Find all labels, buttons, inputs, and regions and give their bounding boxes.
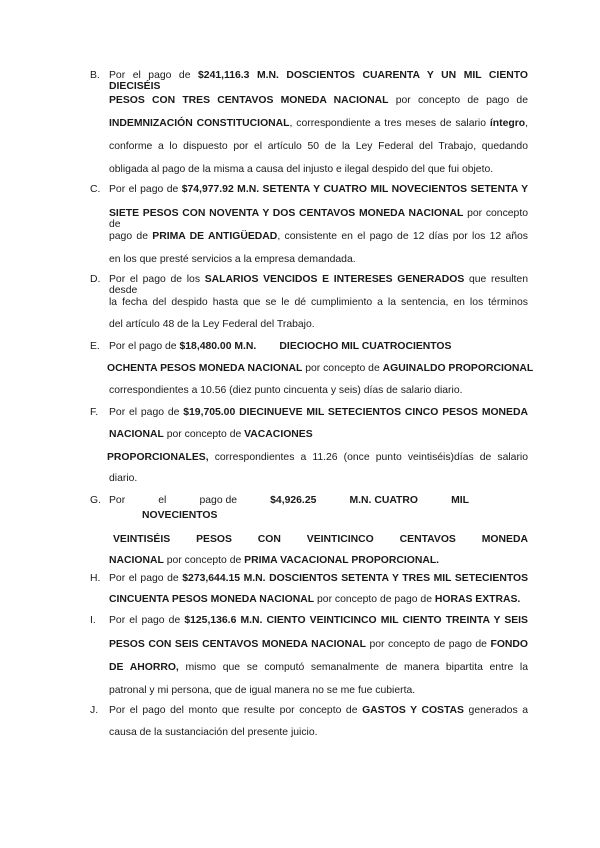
item-marker: E. [90,341,100,352]
text-line: en los que presté servicios a la empresa demandada. [109,254,356,265]
text-line: NACIONAL por concepto de PRIMA VACACIONAL PROPORCIONAL. [109,555,440,566]
text-line: INDEMNIZACIÓN CONSTITUCIONAL, correspondiente a tres meses de salario íntegro, [109,118,528,129]
item-marker: D. [90,274,101,285]
text-line: PESOS CON TRES CENTAVOS MONEDA NACIONAL por concepto de pago de [109,95,528,106]
text-line: PESOS CON SEIS CENTAVOS MONEDA NACIONAL por concepto de pago de FONDO [109,639,528,650]
text-line: diario. [109,473,138,484]
item-marker: J. [90,705,99,716]
item-marker: H. [90,573,101,584]
text-line: Por el pago de los SALARIOS VENCIDOS E INTERESES GENERADOS que resulten desde [109,274,528,296]
text-line: causa de la sustanciación del presente juicio. [109,727,318,738]
text-line: Por el pago de $74,977.92 M.N. SETENTA Y CUATRO MIL NOVECIENTOS SETENTA Y [109,184,528,195]
text-line: Por el pago de $4,926.25 M.N. CUATRO MIL [109,495,469,506]
text-line: correspondientes a 10.56 (diez punto cincuenta y seis) días de salario diario. [109,385,463,396]
text-line: conforme a lo dispuesto por el artículo 50 de la Ley Federal del Trabajo, quedando [109,141,528,152]
text-line: Por el pago del monto que resulte por concepto de GASTOS Y COSTAS generados a [109,705,528,716]
item-marker: I. [90,615,96,626]
text-line: SIETE PESOS CON NOVENTA Y DOS CENTAVOS MONEDA NACIONAL por concepto de [109,208,529,230]
text-line: OCHENTA PESOS MONEDA NACIONAL por concepto de AGUINALDO PROPORCIONAL [107,363,534,374]
item-marker: F. [90,407,99,418]
text-line: DE AHORRO, mismo que se computó semanalmente de manera bipartita entre la [109,662,528,673]
text-line: PROPORCIONALES, correspondientes a 11.26 (once punto veintiséis)días de salario [107,452,528,463]
text-line: Por el pago de $18,480.00 M.N. DIECIOCHO MIL CUATROCIENTOS [109,341,452,352]
text-line: Por el pago de $19,705.00 DIECINUEVE MIL SETECIENTOS CINCO PESOS MONEDA [109,407,528,418]
text-line: Por el pago de $273,644.15 M.N. DOSCIENTOS SETENTA Y TRES MIL SETECIENTOS [109,573,529,584]
text-line: obligada al pago de la misma a causa del injusto e ilegal despido del que fui objeto. [109,164,494,175]
item-marker: B. [90,70,100,81]
text-line: del artículo 48 de la Ley Federal del Trabajo. [109,319,315,330]
text-line: NOVECIENTOS [142,510,218,521]
item-marker: C. [90,184,101,195]
text-line: CINCUENTA PESOS MONEDA NACIONAL por concepto de pago de HORAS EXTRAS. [109,594,521,605]
text-line: patronal y mi persona, que de igual manera no se me fue cubierta. [109,685,416,696]
item-marker: G. [90,495,101,506]
text-line: VEINTISÉIS PESOS CON VEINTICINCO CENTAVOS MONEDA [113,534,528,545]
text-line: Por el pago de $241,116.3 M.N. DOSCIENTOS CUARENTA Y UN MIL CIENTO DIECISÉIS [109,70,528,92]
text-line: la fecha del despido hasta que se le dé cumplimiento a la sentencia, en los términos [109,297,528,308]
text-line: Por el pago de $125,136.6 M.N. CIENTO VEINTICINCO MIL CIENTO TREINTA Y SEIS [109,615,528,626]
text-line: pago de PRIMA DE ANTIGÜEDAD, consistente en el pago de 12 días por los 12 años [109,231,529,242]
text-line: NACIONAL por concepto de VACACIONES [109,429,313,440]
